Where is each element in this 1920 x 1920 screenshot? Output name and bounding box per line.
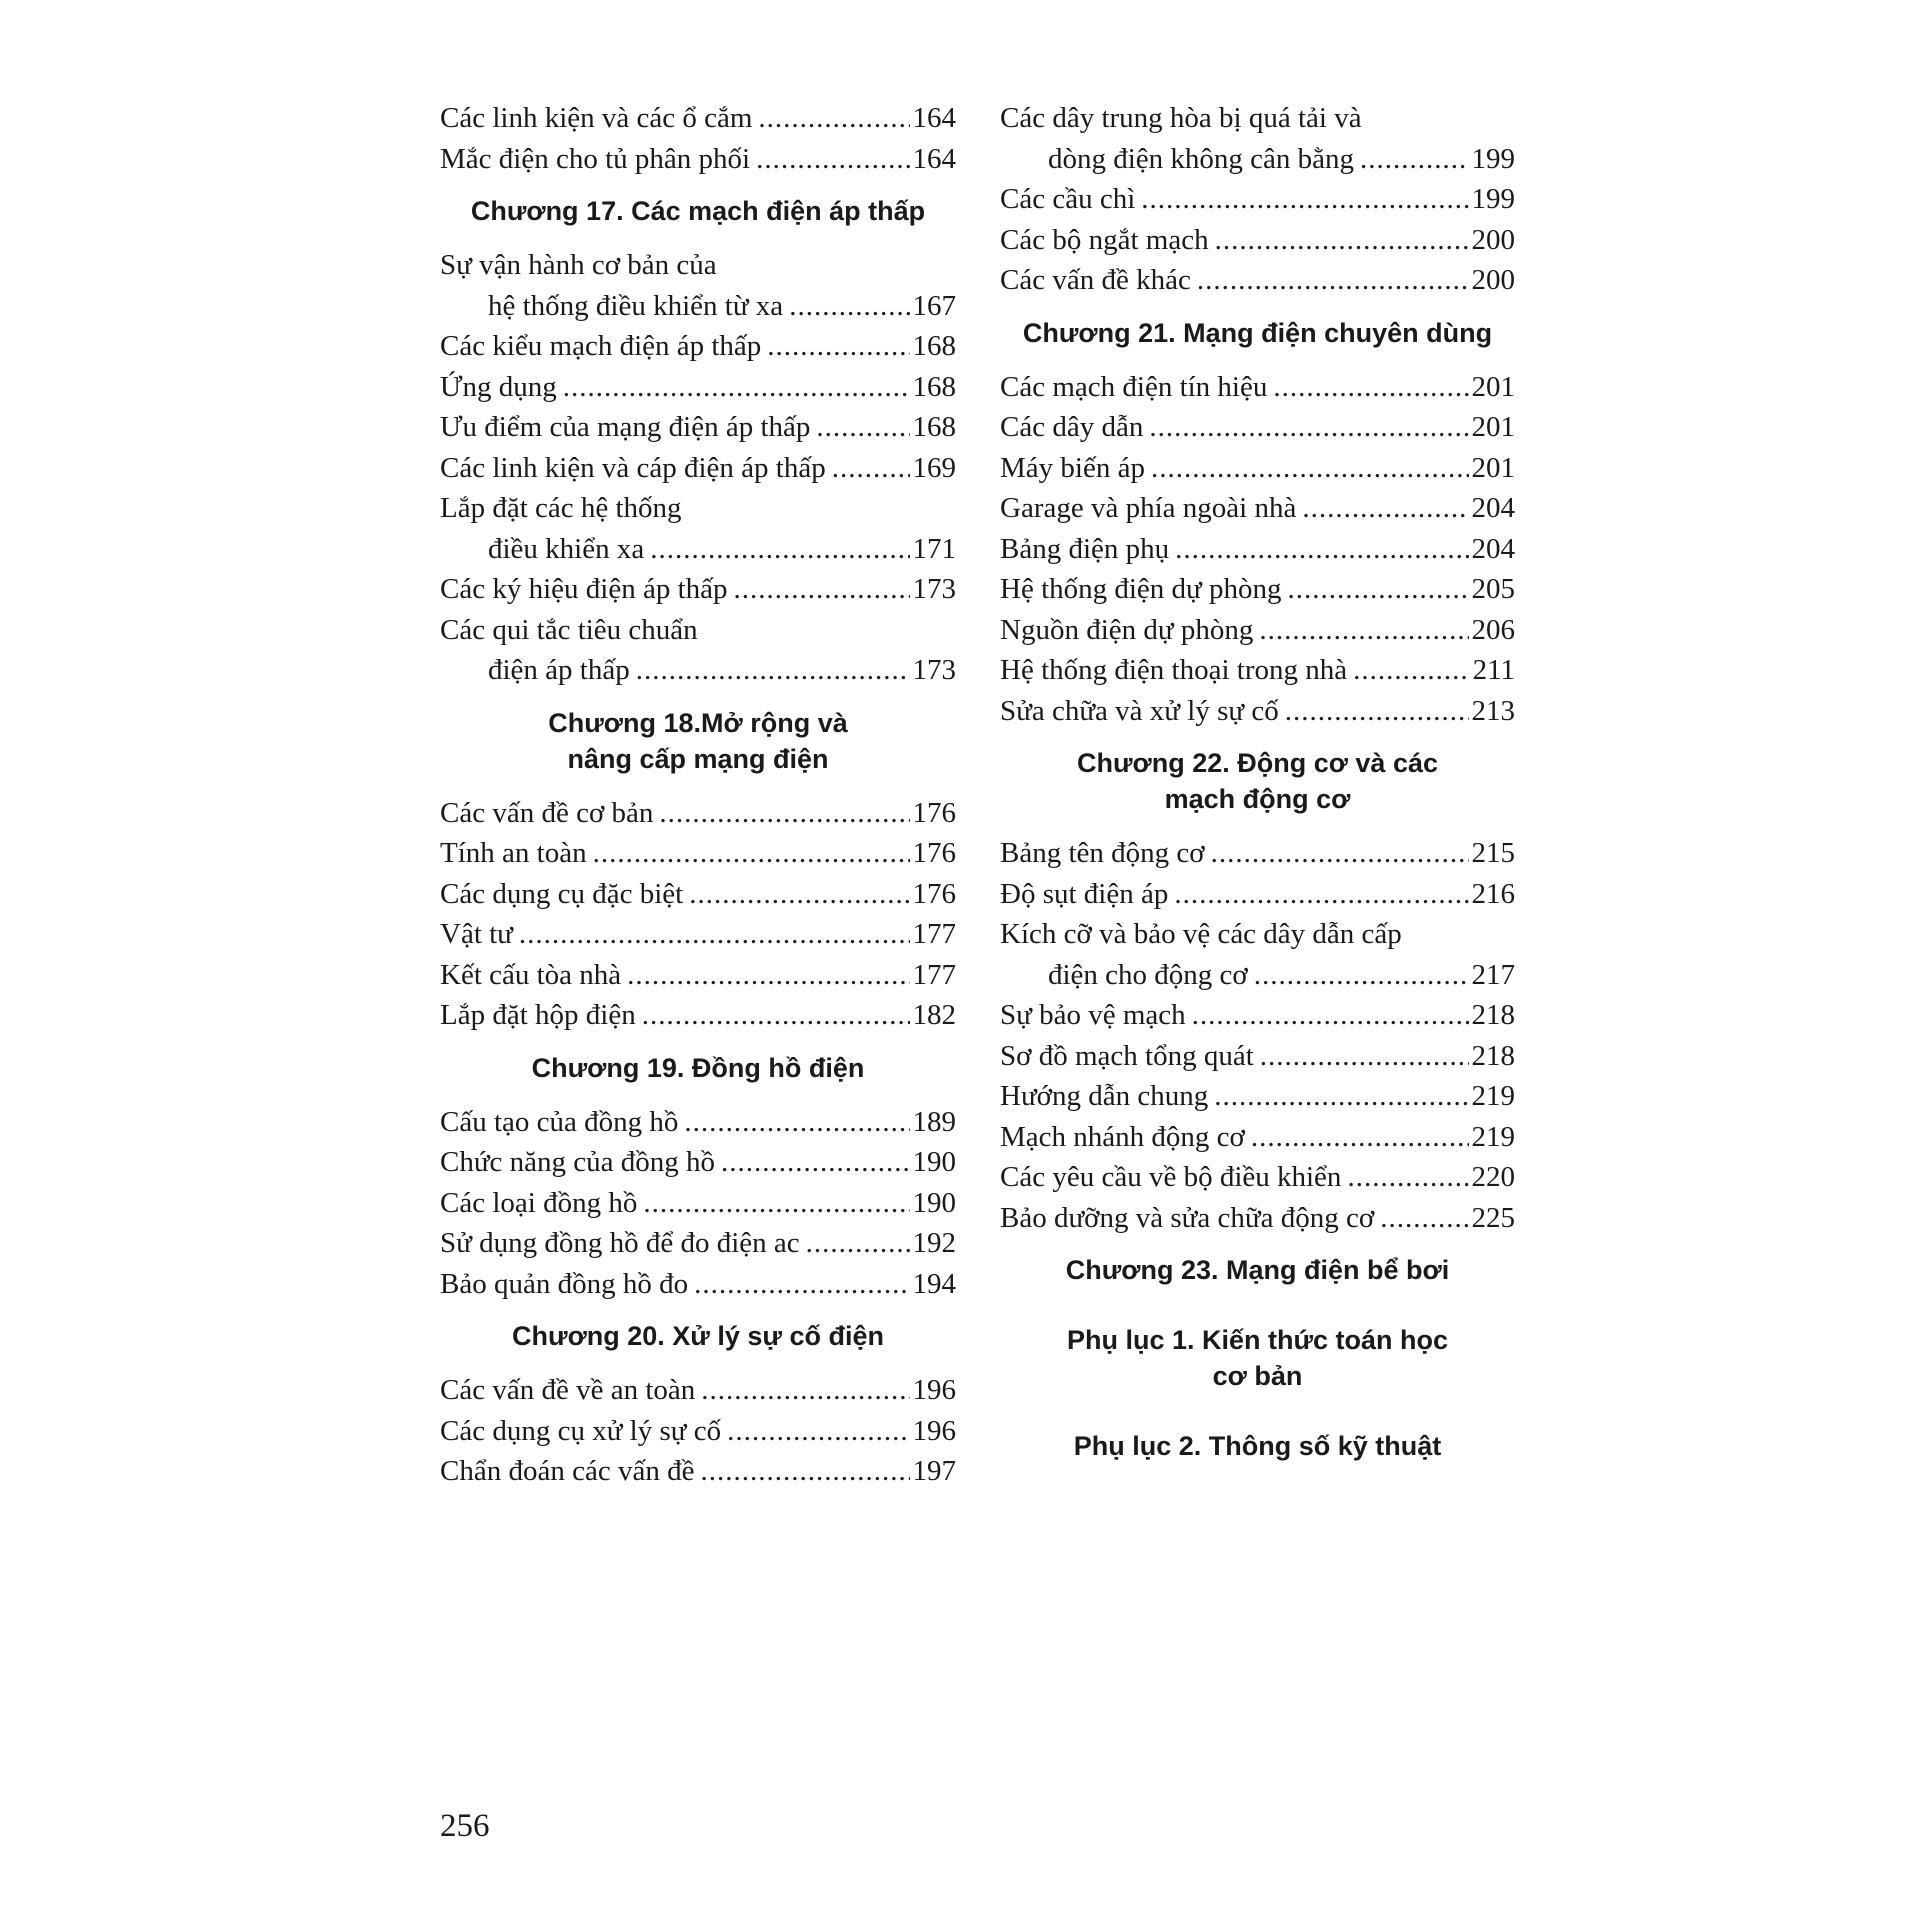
toc-entry-line [440, 833, 956, 874]
page-ref: 216 [1471, 877, 1515, 910]
dot-leader [643, 1183, 909, 1224]
dot-leader [1273, 367, 1468, 408]
dot-leader [1360, 139, 1468, 180]
page-ref: 190 [912, 1186, 956, 1219]
entry-title: Sự vận hành cơ bản của [440, 249, 717, 281]
dot-leader [1259, 610, 1468, 651]
chapter-heading-line: Chương 20. Xử lý sự cố điện [512, 1321, 884, 1351]
page-ref: 192 [912, 1227, 956, 1259]
dot-leader [1288, 569, 1469, 610]
entry-title: Chức năng của đồng hồ [440, 1146, 716, 1178]
entry-title: Các mạch điện tín hiệu [1000, 370, 1268, 403]
dot-leader [767, 326, 909, 367]
page-ref: 219 [1471, 1120, 1515, 1153]
page-ref: 219 [1471, 1080, 1515, 1112]
toc-entry-line [1000, 1117, 1515, 1158]
entry-title: Các dây dẫn [1000, 411, 1144, 443]
entry-title: Sửa chữa và xử lý sự cố [1000, 694, 1279, 727]
toc-entry [1000, 260, 1515, 301]
page-ref: 177 [912, 918, 956, 950]
chapter-heading-line: Chương 18.Mở rộng và [548, 707, 848, 738]
toc-entry-line [440, 1102, 956, 1143]
chapter-heading [1000, 1322, 1515, 1394]
entry-title: Các vấn đề khác [1000, 264, 1191, 296]
toc-entry [440, 488, 956, 569]
entry-title: điện cho động cơ [1048, 958, 1248, 991]
dot-leader [636, 650, 910, 691]
toc-entry-line [1000, 488, 1515, 529]
dot-leader [832, 448, 910, 489]
dot-leader [806, 1223, 910, 1264]
chapter-heading-line: mạch động cơ [1164, 784, 1351, 814]
dot-leader [758, 98, 909, 139]
toc-entry-line [1000, 995, 1515, 1036]
page-ref: 201 [1471, 451, 1515, 484]
toc-entry [440, 326, 956, 367]
entry-title: Lắp đặt các hệ thống [440, 492, 682, 524]
entry-title: Các vấn đề cơ bản [440, 796, 654, 829]
toc-entry [1000, 1076, 1515, 1117]
toc-entry [440, 793, 956, 834]
page-ref: 177 [912, 958, 956, 991]
chapter-heading-line: cơ bản [1212, 1361, 1303, 1391]
toc-entry [440, 569, 956, 610]
toc-entry [440, 139, 956, 180]
toc-entry-line [1000, 569, 1515, 610]
chapter-heading [440, 193, 956, 229]
dot-leader [642, 995, 910, 1036]
entry-title: Sự bảo vệ mạch [1000, 999, 1186, 1031]
chapter-heading-line: Phụ lục 2. Thông số kỹ thuật [1073, 1431, 1442, 1461]
toc-entry [1000, 914, 1515, 995]
toc-entry [440, 1264, 956, 1305]
toc-entry-line [1000, 650, 1515, 691]
toc-entry [1000, 874, 1515, 915]
entry-title: Lắp đặt hộp điện [440, 999, 636, 1031]
toc-entry-line [440, 98, 956, 139]
chapter-heading-line: Chương 19. Đồng hồ điện [531, 1052, 865, 1083]
page-ref: 220 [1471, 1161, 1515, 1193]
dot-leader [684, 1102, 909, 1143]
chapter-heading [440, 1318, 956, 1354]
toc-entry [1000, 179, 1515, 220]
toc-entry-line [1000, 179, 1515, 220]
page-ref: 225 [1471, 1201, 1515, 1234]
entry-title: Bảng tên động cơ [1000, 837, 1205, 869]
entry-title: Mạch nhánh động cơ [1000, 1120, 1245, 1153]
dot-leader [727, 1411, 909, 1452]
entry-title: Các bộ ngắt mạch [1000, 223, 1209, 256]
toc-entry-line [440, 1183, 956, 1224]
page-ref: 211 [1472, 654, 1515, 686]
dot-leader [1151, 448, 1469, 489]
toc-entry-line [1000, 448, 1515, 489]
page-ref: 168 [912, 370, 956, 403]
entry-title: Các kiểu mạch điện áp thấp [440, 330, 762, 362]
chapter-heading-line: Chương 17. Các mạch điện áp thấp [470, 196, 926, 226]
entry-title: Hệ thống điện thoại trong nhà [1000, 654, 1348, 686]
chapter-heading [1000, 1428, 1515, 1464]
entry-title: Hướng dẫn chung [1000, 1080, 1209, 1112]
entry-title: Ưu điểm của mạng điện áp thấp [440, 411, 811, 443]
dot-leader [519, 914, 910, 955]
toc-entry-line [440, 139, 956, 180]
page-ref: 204 [1471, 532, 1515, 565]
toc-entry-line [1000, 529, 1515, 570]
toc-entry-line [1000, 407, 1515, 448]
toc-entry-line [440, 874, 956, 915]
chapter-heading [440, 705, 956, 777]
page-ref: 205 [1471, 573, 1515, 605]
dot-leader [816, 407, 909, 448]
toc-entry-line [440, 1411, 956, 1452]
entry-title: Các cầu chì [1000, 183, 1136, 215]
dot-leader [1215, 220, 1469, 261]
toc-entry-line [1000, 1036, 1515, 1077]
page-ref: 168 [912, 411, 956, 443]
page-number: 256 [440, 1808, 490, 1844]
toc-entry [440, 98, 956, 139]
chapter-heading [440, 1050, 956, 1086]
dot-leader [1302, 488, 1468, 529]
entry-title: Cấu tạo của đồng hồ [440, 1105, 679, 1138]
toc-entry [440, 955, 956, 996]
toc-entry-line [1000, 139, 1515, 180]
toc-entry [440, 1370, 956, 1411]
page-ref: 189 [912, 1105, 956, 1138]
chapter-heading-line: Chương 23. Mạng điện bể bơi [1065, 1255, 1450, 1285]
page-ref: 218 [1471, 999, 1515, 1031]
entry-title: Vật tư [440, 918, 513, 950]
chapter-heading [1000, 1252, 1515, 1288]
page-ref: 218 [1471, 1039, 1515, 1072]
entry-title: Các dụng cụ đặc biệt [440, 877, 684, 910]
page-ref: 167 [912, 289, 956, 322]
toc-entry-line [1000, 367, 1515, 408]
entry-title: Bảng điện phụ [1000, 532, 1170, 565]
dot-leader [756, 139, 909, 180]
dot-leader [650, 529, 909, 570]
chapter-heading [1000, 315, 1515, 351]
entry-title: Ứng dụng [440, 370, 557, 403]
toc-entry [1000, 610, 1515, 651]
page-ref: 164 [912, 142, 956, 175]
toc-entry [440, 1451, 956, 1492]
chapter-heading [1000, 745, 1515, 817]
toc-entry [1000, 650, 1515, 691]
entry-title: điều khiển xa [488, 532, 645, 565]
entry-title: Các dụng cụ xử lý sự cố [440, 1414, 722, 1447]
entry-title: Các linh kiện và cáp điện áp thấp [440, 451, 826, 484]
entry-title: Sơ đồ mạch tổng quát [1000, 1039, 1254, 1072]
page-ref: 201 [1471, 370, 1515, 403]
toc-entry-line [440, 1370, 956, 1411]
toc-entry-line [440, 448, 956, 489]
page-ref: 199 [1471, 183, 1515, 215]
page-ref: 194 [912, 1267, 956, 1300]
page-ref: 176 [912, 877, 956, 910]
toc-entry [1000, 220, 1515, 261]
dot-leader [694, 1264, 909, 1305]
chapter-heading-line: Chương 21. Mạng điện chuyên dùng [1022, 317, 1493, 348]
page-ref: 199 [1471, 142, 1515, 175]
dot-leader [689, 874, 909, 915]
toc-entry-line [440, 1142, 956, 1183]
entry-title: Tính an toàn [440, 837, 587, 869]
toc-entry-line [1000, 833, 1515, 874]
toc-entry [1000, 529, 1515, 570]
entry-title: Nguồn điện dự phòng [1000, 613, 1254, 646]
dot-leader [734, 569, 910, 610]
toc-entry-line [1000, 691, 1515, 732]
page-ref: 176 [912, 796, 956, 829]
entry-title: Garage và phía ngoài nhà [1000, 492, 1297, 524]
toc-entry [1000, 98, 1515, 179]
dot-leader [1197, 260, 1469, 301]
page-ref: 173 [912, 573, 956, 605]
toc-entry [1000, 1198, 1515, 1239]
page-ref: 217 [1471, 958, 1515, 991]
page-ref: 196 [912, 1374, 956, 1406]
toc-entry-line [440, 955, 956, 996]
dot-leader [1174, 874, 1468, 915]
toc-entry [1000, 407, 1515, 448]
dot-leader [593, 833, 910, 874]
toc-entry-line [1000, 1157, 1515, 1198]
toc-entry [1000, 1117, 1515, 1158]
dot-leader [627, 955, 909, 996]
dot-leader [563, 367, 910, 408]
toc-entry [1000, 1036, 1515, 1077]
page-ref: 213 [1471, 694, 1515, 727]
dot-leader [700, 1451, 909, 1492]
dot-leader [1192, 995, 1469, 1036]
entry-title: Các qui tắc tiêu chuẩn [440, 613, 698, 646]
toc-entry [440, 367, 956, 408]
toc-entry [1000, 833, 1515, 874]
page-ref: 168 [912, 330, 956, 362]
toc-entry [1000, 367, 1515, 408]
toc-entry [440, 1102, 956, 1143]
toc-entry-line [1000, 874, 1515, 915]
toc-column-right [1000, 98, 1515, 1480]
toc-entry [1000, 488, 1515, 529]
entry-title: Kích cỡ và bảo vệ các dây dẫn cấp [1000, 918, 1402, 950]
toc-column-left [440, 98, 956, 1492]
page-ref: 200 [1471, 264, 1515, 296]
toc-entry [440, 914, 956, 955]
entry-title: hệ thống điều khiển từ xa [488, 289, 784, 322]
dot-leader [1260, 1036, 1469, 1077]
toc-entry [1000, 1157, 1515, 1198]
toc-entry [440, 1183, 956, 1224]
toc-entry-line [440, 569, 956, 610]
entry-title: Các ký hiệu điện áp thấp [440, 573, 728, 605]
toc-entry-line [440, 995, 956, 1036]
page-ref: 206 [1471, 613, 1515, 646]
page-ref: 197 [912, 1455, 956, 1487]
entry-title: Bảo dưỡng và sửa chữa động cơ [1000, 1201, 1375, 1234]
toc-entry-line [1000, 955, 1515, 996]
toc-entry [440, 245, 956, 326]
entry-title: Các loại đồng hồ [440, 1186, 638, 1219]
entry-title: Mắc điện cho tủ phân phối [440, 142, 751, 175]
page-ref: 201 [1471, 411, 1515, 443]
entry-title: Các dây trung hòa bị quá tải và [1000, 102, 1362, 134]
dot-leader [789, 286, 909, 327]
toc-entry-line [440, 1451, 956, 1492]
chapter-heading-line: Phụ lục 1. Kiến thức toán học [1066, 1325, 1449, 1355]
page-ref: 190 [912, 1146, 956, 1178]
entry-title: Hệ thống điện dự phòng [1000, 573, 1282, 605]
entry-title: Chẩn đoán các vấn đề [440, 1455, 695, 1487]
page-ref: 204 [1471, 492, 1515, 524]
entry-title: Sử dụng đồng hồ để đo điện ac [440, 1227, 800, 1259]
page-ref: 182 [912, 999, 956, 1031]
entry-title: dòng điện không cân bằng [1048, 142, 1355, 175]
toc-entry [1000, 691, 1515, 732]
page-ref: 176 [912, 837, 956, 869]
dot-leader [1211, 833, 1469, 874]
toc-entry-line [440, 286, 956, 327]
dot-leader [1175, 529, 1468, 570]
toc-entry-line [1000, 260, 1515, 301]
dot-leader [1353, 650, 1469, 691]
toc-entry [440, 610, 956, 691]
dot-leader [1254, 955, 1469, 996]
toc-entry-line [440, 326, 956, 367]
dot-leader [1141, 179, 1468, 220]
entry-title: Bảo quản đồng hồ đo [440, 1267, 689, 1300]
toc-entry [1000, 995, 1515, 1036]
toc-entry-line [1000, 220, 1515, 261]
toc-entry [1000, 569, 1515, 610]
page-ref: 196 [912, 1414, 956, 1447]
toc-entry-line [440, 529, 956, 570]
toc-entry [440, 874, 956, 915]
entry-title: Các linh kiện và các ổ cắm [440, 102, 753, 134]
entry-title: điện áp thấp [488, 654, 630, 686]
page-ref: 200 [1471, 223, 1515, 256]
toc-entry-line [440, 1264, 956, 1305]
entry-title: Các vấn đề về an toàn [440, 1374, 696, 1406]
chapter-heading-line: nâng cấp mạng điện [567, 743, 829, 774]
toc-entry [440, 833, 956, 874]
toc-entry-line [440, 407, 956, 448]
dot-leader [701, 1370, 909, 1411]
dot-leader [721, 1142, 909, 1183]
toc-entry [440, 1411, 956, 1452]
entry-title: Độ sụt điện áp [1000, 877, 1169, 910]
toc-entry-line [440, 367, 956, 408]
toc-entry [440, 995, 956, 1036]
toc-entry-line [1000, 1076, 1515, 1117]
toc-entry [440, 448, 956, 489]
dot-leader [1380, 1198, 1468, 1239]
entry-title: Máy biến áp [1000, 451, 1145, 484]
toc-entry-line [1000, 1198, 1515, 1239]
toc-entry-line [1000, 610, 1515, 651]
page-ref: 169 [912, 451, 956, 484]
dot-leader [1251, 1117, 1469, 1158]
toc-entry [440, 1223, 956, 1264]
entry-title: Kết cấu tòa nhà [440, 958, 622, 991]
dot-leader [659, 793, 909, 834]
dot-leader [1285, 691, 1469, 732]
toc-entry-line [440, 793, 956, 834]
toc-entry-line [440, 650, 956, 691]
page-ref: 215 [1471, 837, 1515, 869]
chapter-heading-line: Chương 22. Động cơ và các [1076, 748, 1439, 778]
dot-leader [1347, 1157, 1468, 1198]
toc-entry [1000, 448, 1515, 489]
toc-entry-line [440, 1223, 956, 1264]
page-ref: 171 [912, 532, 956, 565]
dot-leader [1214, 1076, 1468, 1117]
dot-leader [1149, 407, 1468, 448]
page-ref: 173 [912, 654, 956, 686]
page-ref: 164 [912, 102, 956, 134]
toc-entry [440, 407, 956, 448]
toc-entry-line [440, 914, 956, 955]
entry-title: Các yêu cầu về bộ điều khiển [1000, 1161, 1342, 1193]
toc-entry [440, 1142, 956, 1183]
